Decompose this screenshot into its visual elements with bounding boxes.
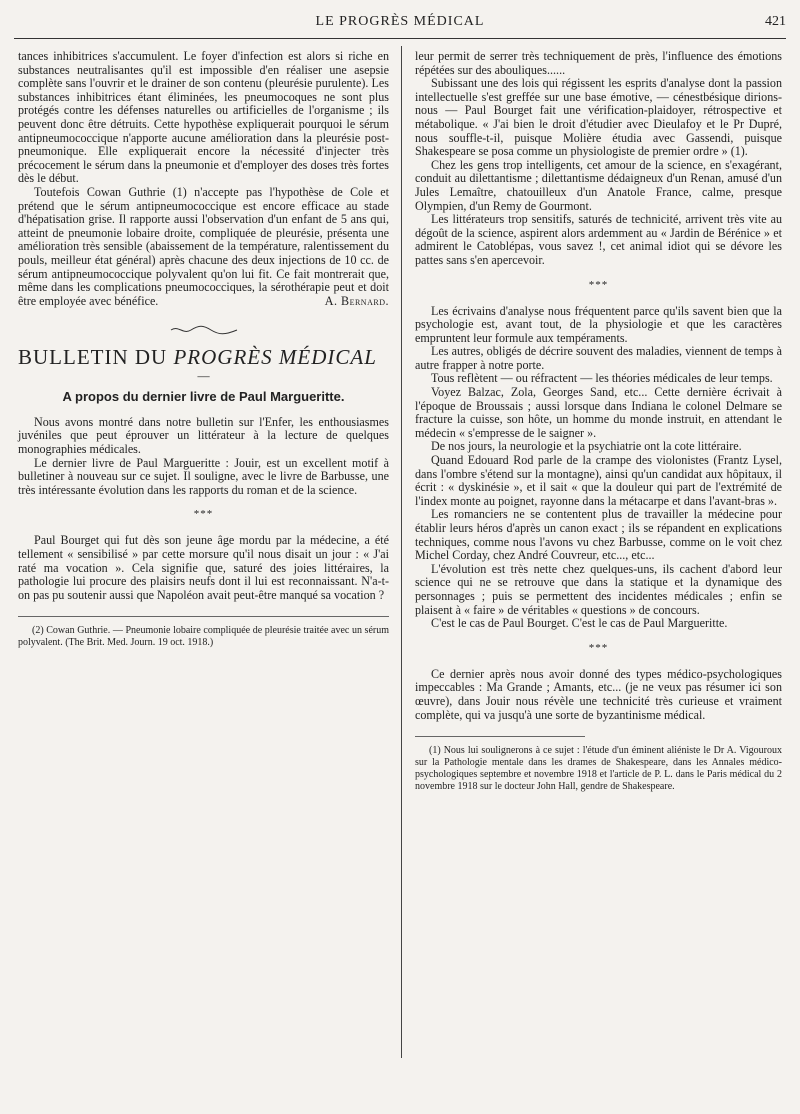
footnote-rule bbox=[18, 616, 389, 617]
author-signature: A. Bernard. bbox=[324, 293, 389, 308]
paragraph: Les écrivains d'analyse nous fréquentent parce qu'ils savent bien que la psychologie est, avant tout, de la physiologie et que les caractères empruntent leur formule aux tempéraments. bbox=[415, 303, 782, 345]
paragraph: Les autres, obligés de décrire souvent des maladies, viennent de temps à autre frapper à notre porte. bbox=[415, 344, 782, 372]
running-title: LE PROGRÈS MÉDICAL bbox=[315, 14, 485, 29]
footnote-rule bbox=[415, 736, 585, 737]
page-header bbox=[14, 12, 786, 36]
footnote: (2) Cowan Guthrie. — Pneumonie lobaire compliquée de pleurésie traitée avec un sérum polyvalent. (The Brit. Med. Journ. 19 oct. 1918.) bbox=[18, 625, 389, 649]
paragraph: L'évolution est très nette chez quelques-uns, ils cachent d'abord leur science qui ne se retrouve que dans la statique et la dynamique des personnages ; puis se permettent des incidentes médicales ; enfin se plaisent à « faire » de véritables « questions » de concours. bbox=[415, 561, 782, 617]
title-dash: — bbox=[197, 369, 210, 384]
paragraph: leur permit de serrer très techniquement de près, l'influence des émotions répétées sur des abouliques...... bbox=[415, 49, 782, 77]
paragraph: Quand Edouard Rod parle de la crampe des violonistes (Frantz Lysel, dans l'ombre s'étend sur la montagne), ainsi qu'un candidat aux hôpitaux, il écrit : « dyskinésie », et il sait « que la douleur qui part de l'extrémité de l'index monte au poignet, rayonne dans la métacarpe et dans l'avant-bras ». bbox=[415, 453, 782, 508]
section-stars: *** bbox=[588, 641, 609, 654]
paragraph: Les littérateurs trop sensitifs, saturés de technicité, arrivent très vite au dégoût de la science, aspirent alors ardemment au « Jardin de Bérénice » et admirent le Catoblépas, vous savez !, cet animal idiot qui se dévore les pattes sans s'en apercevoir. bbox=[415, 212, 782, 267]
section-stars: *** bbox=[193, 508, 214, 521]
paragraph: Subissant une des lois qui régissent les esprits d'analyse dont la passion intellectuelle s'est greffée sur une base émotive, — cénestbésique dirions-nous — Paul Bourget fait une vérification-plaidoyer, rétrospective et métabolique. « J'ai bien le droit d'étudier avec Dieulafoy et le Pr Dupré, nous souffle-t-il, puisque Molière étudia avec Gassendi, puisque Shakespeare se posa comme un physiologiste de premier ordre » (1). bbox=[415, 76, 782, 159]
paragraph: C'est le cas de Paul Bourget. C'est le cas de Paul Margueritte. bbox=[431, 616, 728, 631]
paragraph: Chez les gens trop intelligents, cet amour de la science, en s'exagérant, conduit au dilettantisme ; dilettantisme dédaigneux d'un Renan, amusé d'un Jules Lemaître, chatouilleux d'un Anatole France, calme, presque Olympien, d'un Remy de Gourmont. bbox=[415, 157, 782, 213]
paragraph: Le dernier livre de Paul Margueritte : Jouir, est un excellent motif à bulletiner à nouveau sur ce sujet. Il souligne, avec le livre de Barbusse, une très intéressante évolution dans les rapports du roman et de la science. bbox=[18, 455, 389, 497]
right-column bbox=[415, 50, 782, 793]
page-number: 421 bbox=[765, 14, 786, 29]
paragraph: Toutefois Cowan Guthrie (1) n'accepte pas l'hypothèse de Cole et prétend que le sérum antipneumococcique est encore efficace au stade d'hépatisation grise. Il rapporte aussi l'observation d'un enfant de 5 ans qui, atteint de pneumonie lobaire droite, compliquée de pleurésie, présenta une amélioration très sensible (abaissement de la température, ralentissement du pouls, meilleur état général) après chacune des deux injections de 10 cc. de sérum antipneumococcique polyvalent qu'on lui fit. Ce fait montrerait que, même dans les complications pneumococciques, la sérothérapie peut et doit être employée avec bénéfice. bbox=[18, 184, 389, 308]
paragraph: Paul Bourget qui fut dès son jeune âge mordu par la médecine, a été tellement « sensibilisé » par cette morsure qu'il nous disait un jour : « J'ai raté ma vocation ». Cela signifie que, saturé des joies littéraires, la pathologie lui procure des plaisirs neufs dont il lui est reconnaissant. N'a-t-on pas pu soutenir aussi que Napoléon avait peut-être manqué sa vocation ? bbox=[18, 533, 389, 602]
paragraph: De nos jours, la neurologie et la psychiatrie ont la cote littéraire. bbox=[431, 439, 742, 454]
bulletin-title bbox=[18, 344, 389, 370]
paragraph: Voyez Balzac, Zola, Georges Sand, etc... Cette dernière écrivait à l'époque de Broussais ; aussi lorsque dans Indiana le colonel Delmare se fracture la cuisse, son hôte, un homme du monde instruit, en attendant le médecin « s'empresse de le saigner ». bbox=[415, 385, 782, 440]
paragraph: tances inhibitrices s'accumulent. Le foyer d'infection est alors si riche en substances neutralisantes qu'il est impossible d'en réaliser une asepsie complète sans l'ouvrir et le drainer de son contenu (pleurésie purulente). Les substances inhibitrices étant éliminées, les pneumocoques ne sont plus protégés contre les défenses naturelles ou artificielles de l'organisme ; ils peuvent donc être détruits. Cette hypothèse expliquerait pourquoi le sérum antipneumococcique n'apporte aucune amélioration dans la pleurésie post-pneumonique. Elle expliquerait encore la nécessité d'injecter très précocement le sérum dans la pneumonie et d'employer des doses très fortes dès le début. bbox=[18, 49, 389, 186]
footnote: (1) Nous lui soulignerons à ce sujet : l'étude d'un éminent aliéniste le Dr A. Vigouroux sur la Pathologie mentale dans les drames de Shakespeare, dans les Annales médico-psychologiques septembre et novembre 1918 et l'article de P. L. dans le Paris médical du 2 novembre 1918 sur le docteur John Hall, gendre de Shakespeare. bbox=[415, 745, 782, 793]
paragraph: Nous avons montré dans notre bulletin sur l'Enfer, les enthousiasmes juvéniles que peut éprouver un littérateur à la lecture de quelques monographies médicales. bbox=[18, 414, 389, 457]
flourish-ornament bbox=[18, 324, 389, 338]
column-separator bbox=[401, 46, 402, 1058]
paragraph: Les romanciers ne se contentent plus de travailler la médecine pour établir leurs héros d'après un canon exact ; ils se répandent en explications techniques, comme nous l'avons vu chez Barbusse, comme on le voit chez Michel Corday, chez André Couvreur, etc..., etc... bbox=[415, 507, 782, 563]
section-stars: *** bbox=[588, 278, 609, 291]
bulletin-title-italic: PROGRÈS MÉDICAL bbox=[173, 345, 377, 370]
article-subtitle: A propos du dernier livre de Paul Margueritte. bbox=[62, 389, 345, 405]
paragraph: Tous reflètent — ou réfractent — les théories médicales de leur temps. bbox=[431, 371, 773, 386]
header-rule bbox=[14, 38, 786, 39]
bulletin-title-main: BULLETIN DU bbox=[18, 345, 174, 370]
left-column bbox=[18, 50, 389, 649]
paragraph: Ce dernier après nous avoir donné des types médico-psychologiques impeccables : Ma Grande ; Amants, etc... (je ne veux pas résumer ici son œuvre), dans Jouir nous révèle une technicité très curieuse et vraiment complète, qui va jusqu'à une sorte de byzantinisme médical. bbox=[415, 666, 782, 722]
